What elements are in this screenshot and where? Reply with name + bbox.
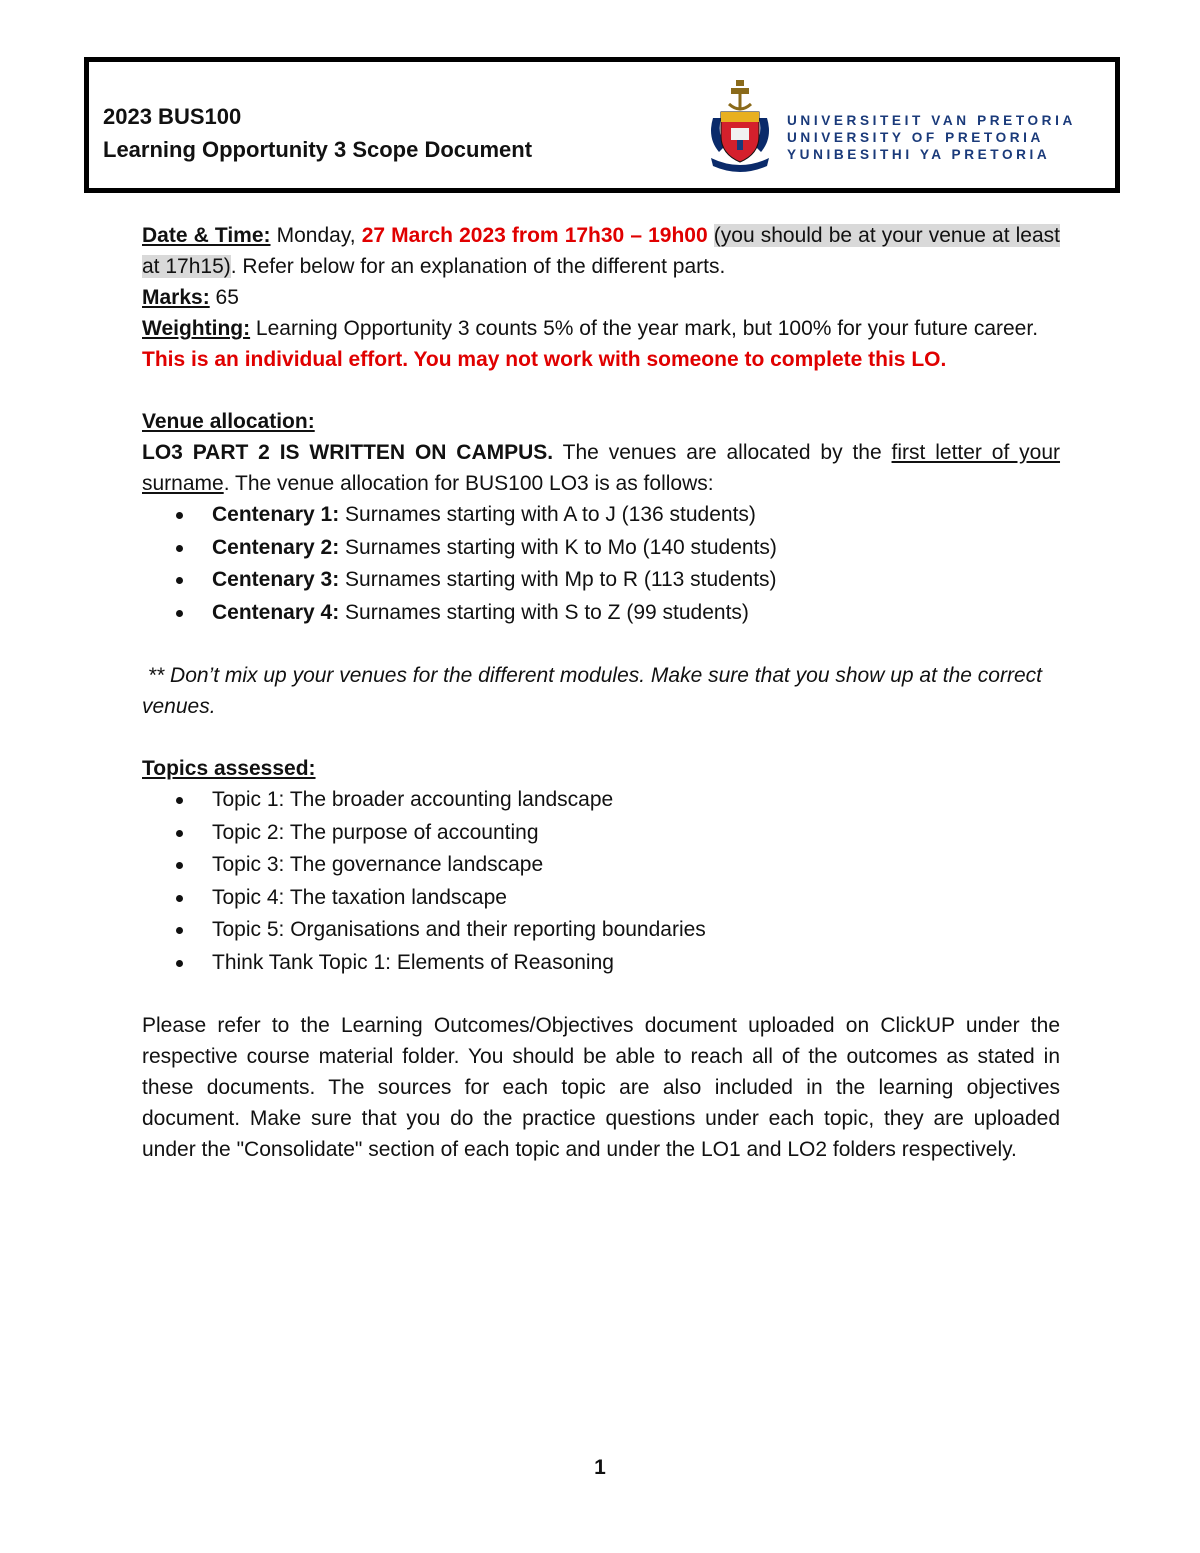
university-crest-icon — [707, 78, 773, 174]
venue-warning-note: ** Don’t mix up your venues for the different modules. Make sure that you show up at the correct venues. — [142, 664, 1048, 718]
marks-value: 65 — [209, 286, 239, 309]
topics-list — [142, 784, 1060, 979]
list-item: Topic 2: The purpose of accounting — [212, 817, 1060, 850]
weighting-text: Learning Opportunity 3 counts 5% of the year mark, but 100% for your future career. — [250, 317, 1039, 340]
arrival-note: (you should be at your venue at least at 17h15) — [142, 224, 1061, 278]
university-name-afrikaans: UNIVERSITEIT VAN PRETORIA — [787, 113, 1076, 128]
surname-letter-rule: first letter of your surname — [142, 441, 1061, 495]
list-item: Topic 4: The taxation landscape — [212, 882, 1060, 915]
university-name-english: UNIVERSITY OF PRETORIA — [787, 130, 1044, 145]
university-names — [787, 112, 1076, 163]
weighting-label: Weighting: — [142, 317, 251, 340]
document-title — [103, 100, 532, 166]
venue-text-2: . The venue allocation for BUS100 LO3 is as follows: — [223, 472, 714, 495]
list-item: Topic 3: The governance landscape — [212, 849, 1060, 882]
university-name-sepedi: YUNIBESITHI YA PRETORIA — [787, 147, 1051, 162]
list-item: Topic 5: Organisations and their reporting boundaries — [212, 914, 1060, 947]
list-item: Topic 1: The broader accounting landscape — [212, 784, 1060, 817]
marks-label: Marks: — [142, 286, 210, 309]
list-item: Think Tank Topic 1: Elements of Reasoning — [212, 947, 1060, 980]
campus-notice: LO3 PART 2 IS WRITTEN ON CAMPUS. — [142, 441, 554, 464]
topics-heading: Topics assessed: — [142, 757, 316, 780]
date-time-label: Date & Time: — [142, 224, 271, 247]
venue-list — [142, 499, 1060, 629]
date-after-text: . Refer below for an explanation of the different parts. — [230, 255, 726, 278]
venue-detail: Surnames starting with A to J (136 students) — [339, 503, 756, 526]
university-logo — [707, 78, 1107, 174]
header-box — [84, 57, 1120, 193]
individual-effort-warning: This is an individual effort. You may not work with someone to complete this LO. — [142, 348, 947, 371]
venue-detail: Surnames starting with K to Mo (140 students) — [339, 535, 777, 559]
venue-heading: Venue allocation: — [142, 410, 315, 433]
list-item — [212, 499, 1060, 532]
list-item — [212, 564, 1060, 597]
document-body — [142, 220, 1060, 1165]
venue-name: Centenary 2: — [212, 535, 340, 559]
list-item — [212, 532, 1060, 565]
weighting-paragraph — [142, 313, 1060, 344]
page-number: 1 — [594, 1456, 606, 1479]
venue-detail: Surnames starting with S to Z (99 students) — [339, 600, 749, 624]
venue-name: Centenary 4: — [212, 600, 340, 624]
venue-name: Centenary 3: — [212, 568, 340, 591]
document-name: Learning Opportunity 3 Scope Document — [103, 137, 533, 162]
date-time-paragraph — [142, 220, 1060, 282]
course-code: 2023 BUS100 — [103, 104, 242, 129]
venue-detail: Surnames starting with Mp to R (113 students) — [339, 568, 777, 591]
list-item — [212, 597, 1060, 630]
venue-name: Centenary 1: — [212, 503, 340, 526]
marks-paragraph — [142, 282, 1060, 313]
closing-paragraph: Please refer to the Learning Outcomes/Objectives document uploaded on ClickUP under the respective course material folder. You should be able to reach all of the outcomes as stated in these documents. The sources for each topic are also included in the learning objectives document. Make sure that you do the practice questions under each topic, they are uploaded under the "Consolidate" section of each topic and under the LO1 and LO2 folders respectively. — [142, 1014, 1060, 1161]
venue-text: The venues are allocated by the — [553, 441, 892, 464]
venue-intro — [142, 437, 1060, 499]
date-time-value: 27 March 2023 from 17h30 – 19h00 — [361, 224, 708, 247]
date-day: Monday, — [270, 224, 362, 247]
